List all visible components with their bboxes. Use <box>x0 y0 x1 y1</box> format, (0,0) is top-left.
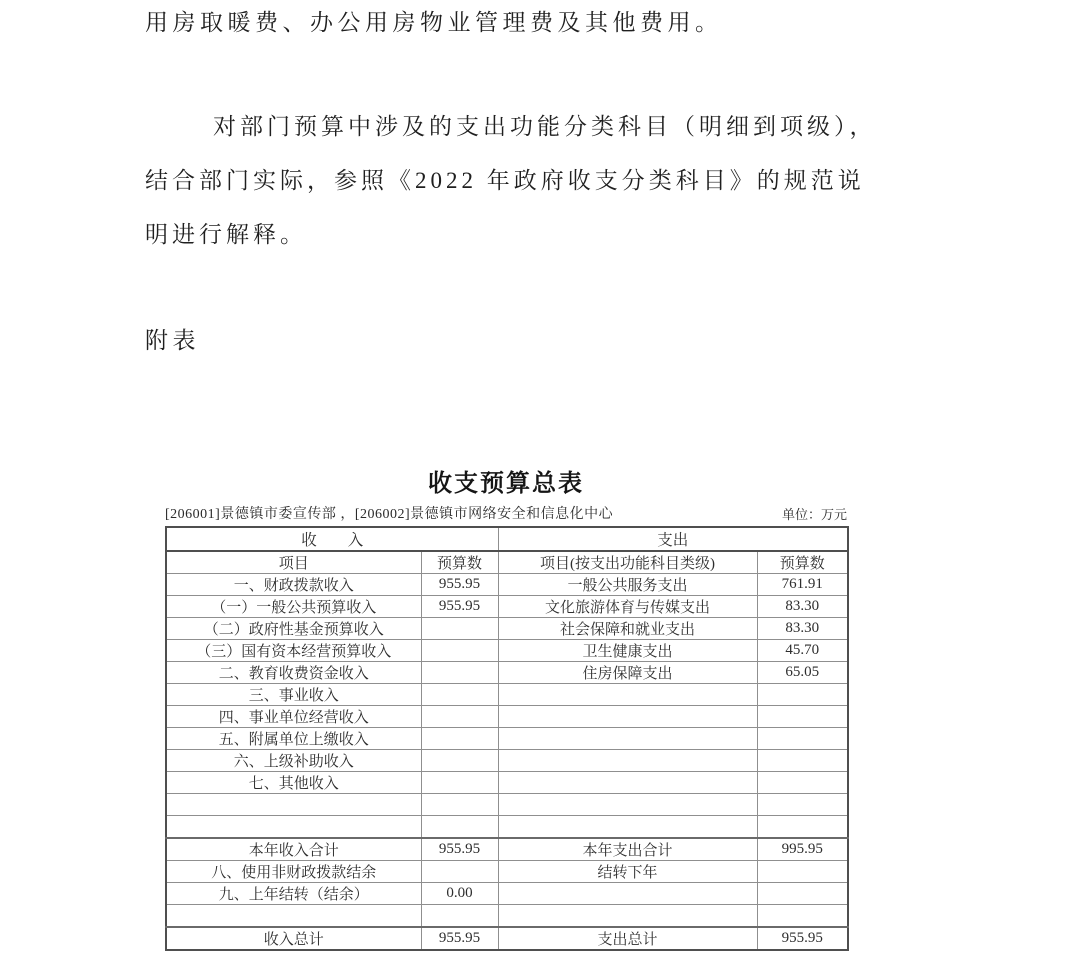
item-name-cell: 文化旅游体育与传媒支出 <box>498 596 757 618</box>
item-name-cell: 一般公共服务支出 <box>498 574 757 596</box>
budget-value-cell <box>421 772 498 794</box>
budget-value-cell <box>757 772 848 794</box>
item-name-cell: 八、使用非财政拨款结余 <box>166 861 421 883</box>
table-row <box>166 684 848 706</box>
budget-value-cell: 83.30 <box>757 596 848 618</box>
item-name-cell: 本年收入合计 <box>166 838 421 861</box>
table-title: 收支预算总表 <box>428 471 584 497</box>
item-name-cell: 六、上级补助收入 <box>166 750 421 772</box>
income-section-header: 收 入 <box>166 527 498 551</box>
item-name-cell <box>498 706 757 728</box>
item-name-cell: 本年支出合计 <box>498 838 757 861</box>
item-name-cell <box>498 684 757 706</box>
item-name-cell <box>498 794 757 816</box>
column-header-expense-budget: 预算数 <box>757 551 848 574</box>
budget-value-cell <box>421 728 498 750</box>
item-name-cell: 住房保障支出 <box>498 662 757 684</box>
item-name-cell: 支出总计 <box>498 927 757 950</box>
table-row <box>166 905 848 928</box>
table-row <box>166 662 848 684</box>
column-header-income-item: 项目 <box>166 551 421 574</box>
item-name-cell: 收入总计 <box>166 927 421 950</box>
paragraph-line: 结合部门实际，参照《2022 年政府收支分类科目》的规范说 <box>145 168 865 193</box>
budget-value-cell: 65.05 <box>757 662 848 684</box>
item-name-cell: 九、上年结转（结余） <box>166 883 421 905</box>
item-name-cell <box>498 883 757 905</box>
item-name-cell <box>166 794 421 816</box>
budget-table-body <box>166 574 848 951</box>
table-row <box>166 618 848 640</box>
table-row <box>166 574 848 596</box>
unit-label: 单位：万元 <box>781 507 847 522</box>
budget-value-cell <box>757 816 848 839</box>
budget-value-cell <box>421 861 498 883</box>
budget-value-cell <box>757 728 848 750</box>
table-row <box>166 750 848 772</box>
item-name-cell <box>498 772 757 794</box>
item-name-cell: 七、其他收入 <box>166 772 421 794</box>
budget-table-block <box>165 468 847 951</box>
budget-value-cell: 995.95 <box>757 838 848 861</box>
table-row <box>166 816 848 839</box>
budget-value-cell: 955.95 <box>421 596 498 618</box>
budget-value-cell: 955.95 <box>421 574 498 596</box>
table-row <box>166 838 848 861</box>
table-row <box>166 883 848 905</box>
budget-value-cell <box>757 883 848 905</box>
budget-value-cell <box>421 706 498 728</box>
item-name-cell <box>166 905 421 928</box>
item-name-cell: 二、教育收费资金收入 <box>166 662 421 684</box>
table-row <box>166 640 848 662</box>
budget-value-cell <box>757 684 848 706</box>
budget-value-cell: 955.95 <box>757 927 848 950</box>
budget-value-cell <box>757 905 848 928</box>
budget-value-cell <box>757 750 848 772</box>
table-row <box>166 706 848 728</box>
budget-value-cell <box>421 640 498 662</box>
item-name-cell <box>498 816 757 839</box>
budget-value-cell <box>421 684 498 706</box>
budget-value-cell <box>421 618 498 640</box>
table-section-header-row <box>166 527 848 551</box>
paragraph-line: 对部门预算中涉及的支出功能分类科目（明细到项级）， <box>213 114 877 139</box>
expense-section-header: 支出 <box>498 527 848 551</box>
intro-line: 用房取暖费、办公用房物业管理费及其他费用。 <box>145 10 723 35</box>
table-row <box>166 927 848 950</box>
budget-value-cell <box>757 794 848 816</box>
table-column-header-row <box>166 551 848 574</box>
table-row <box>166 861 848 883</box>
table-row <box>166 794 848 816</box>
budget-value-cell: 83.30 <box>757 618 848 640</box>
table-subtitle: [206001]景德镇市委宣传部 ，[206002]景德镇市网络安全和信息化中心 <box>165 507 614 522</box>
budget-value-cell <box>421 662 498 684</box>
budget-value-cell <box>757 861 848 883</box>
budget-value-cell: 955.95 <box>421 927 498 950</box>
attachment-label: 附表 <box>145 328 200 353</box>
budget-value-cell: 45.70 <box>757 640 848 662</box>
column-header-expense-item: 项目(按支出功能科目类级) <box>498 551 757 574</box>
budget-value-cell <box>757 706 848 728</box>
table-row <box>166 596 848 618</box>
paragraph-line: 明进行解释。 <box>145 222 307 247</box>
item-name-cell <box>498 728 757 750</box>
budget-value-cell: 955.95 <box>421 838 498 861</box>
budget-value-cell: 761.91 <box>757 574 848 596</box>
budget-value-cell: 0.00 <box>421 883 498 905</box>
item-name-cell <box>166 816 421 839</box>
item-name-cell <box>498 905 757 928</box>
item-name-cell: 一、财政拨款收入 <box>166 574 421 596</box>
item-name-cell: 五、附属单位上缴收入 <box>166 728 421 750</box>
budget-table <box>165 526 849 951</box>
item-name-cell: 结转下年 <box>498 861 757 883</box>
item-name-cell <box>498 750 757 772</box>
item-name-cell: （三）国有资本经营预算收入 <box>166 640 421 662</box>
item-name-cell: 三、事业收入 <box>166 684 421 706</box>
budget-value-cell <box>421 750 498 772</box>
item-name-cell: （一）一般公共预算收入 <box>166 596 421 618</box>
table-row <box>166 728 848 750</box>
item-name-cell: 卫生健康支出 <box>498 640 757 662</box>
item-name-cell: （二）政府性基金预算收入 <box>166 618 421 640</box>
item-name-cell: 四、事业单位经营收入 <box>166 706 421 728</box>
table-meta <box>165 503 847 523</box>
budget-value-cell <box>421 905 498 928</box>
table-row <box>166 772 848 794</box>
budget-value-cell <box>421 794 498 816</box>
body-paragraph <box>145 100 935 262</box>
item-name-cell: 社会保障和就业支出 <box>498 618 757 640</box>
column-header-income-budget: 预算数 <box>421 551 498 574</box>
budget-value-cell <box>421 816 498 839</box>
